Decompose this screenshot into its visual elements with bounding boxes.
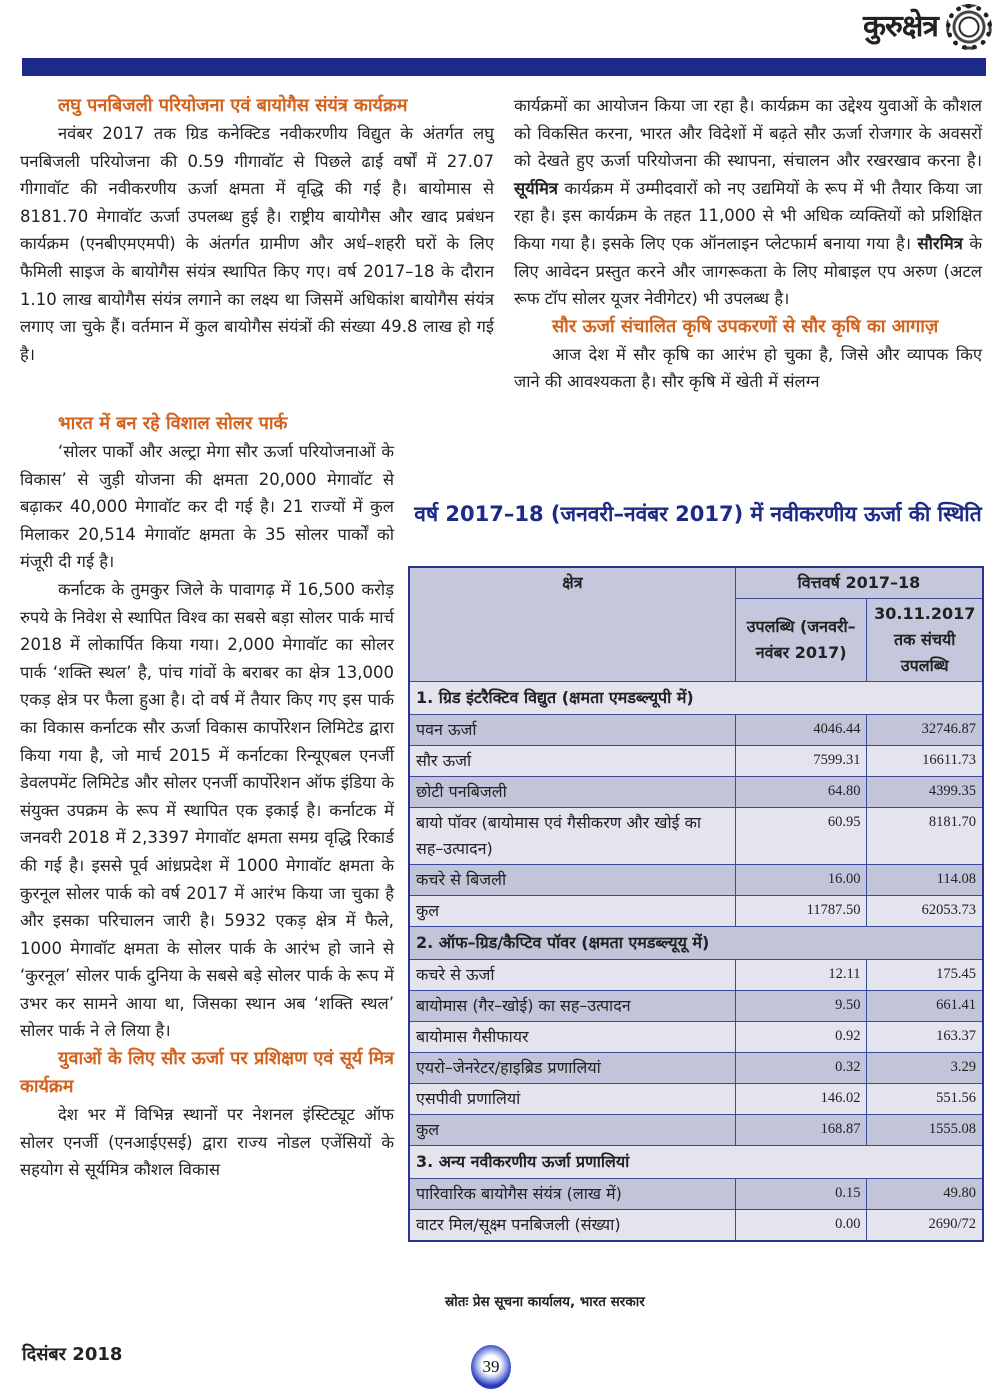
column-header-achievement: उपलब्धि (जनवरी–नवंबर 2017) [735,599,867,682]
row-cumulative: 32746.87 [867,715,983,746]
row-achievement: 64.80 [735,777,867,808]
table-section-title: 1. ग्रिड इंटरैक्टिव विद्युत (क्षमता एमडब्ल्यूपी में) [409,682,983,715]
table-row [409,1179,983,1210]
row-achievement: 9.50 [735,991,867,1022]
table-row [409,960,983,991]
left-column-top [20,92,494,368]
row-label: बायो पॉवर (बायोमास एवं गैसीकरण और खोई का सह–उत्पादन) [409,808,735,865]
row-cumulative: 163.37 [867,1022,983,1053]
paragraph-training [514,92,982,313]
table-row [409,1022,983,1053]
magazine-title: कुरुक्षेत्र [862,9,938,44]
row-cumulative: 49.80 [867,1179,983,1210]
row-label: कुल [409,1115,735,1146]
text-span: कार्यक्रमों का आयोजन किया जा रहा है। कार्यक्रम का उद्देश्य युवाओं के कौशल को विकसित करना, भारत और विदेशों में बढ़ते सौर ऊर्जा रोजगार के अवसरों को देखते हुए ऊर्जा परियोजना की स्थापना, संचालन और रखरखाव करना है। [514,96,982,171]
row-achievement: 16.00 [735,865,867,896]
header-bar [22,58,986,76]
masthead [0,0,1000,80]
term-surya-mitra: सूर्यमित्र [514,178,558,198]
row-cumulative: 4399.35 [867,777,983,808]
row-achievement: 0.92 [735,1022,867,1053]
row-label: एसपीवी प्रणालियां [409,1084,735,1115]
row-achievement: 4046.44 [735,715,867,746]
section-heading-small-hydro: लघु पनबिजली परियोजना एवं बायोगैस संयंत्र कार्यक्रम [58,95,408,116]
text-span: के लिए आवेदन प्रस्तुत करने और जागरूकता के लिए मोबाइल एप अरुण (अटल रूफ टॉप सोलर यूजर नेवीगेटर) भी उपलब्ध है। [514,233,982,309]
row-cumulative: 2690/72 [867,1210,983,1242]
table-title: वर्ष 2017–18 (जनवरी–नवंबर 2017) में नवीकरणीय ऊर्जा की स्थिति [414,502,982,526]
page-number: 39 [471,1345,511,1389]
row-achievement: 0.15 [735,1179,867,1210]
column-header-cumulative: 30.11.2017 तक संचयी उपलब्धि [867,599,983,682]
section-heading-surya-mitra: युवाओं के लिए सौर ऊर्जा पर प्रशिक्षण एवं सूर्य मित्र कार्यक्रम [20,1048,394,1098]
table-section-title: 2. ऑफ–ग्रिड/कैप्टिव पॉवर (क्षमता एमडब्ल्यूयू में) [409,927,983,960]
row-label: कचरे से ऊर्जा [409,960,735,991]
row-cumulative: 3.29 [867,1053,983,1084]
paragraph-small-hydro: नवंबर 2017 तक ग्रिड कनेक्टिड नवीकरणीय विद्युत के अंतर्गत लघु पनबिजली परियोजना की 0.59 गीगावॉट से पिछले ढाई वर्षों में 27.07 गीगावॉट की नवीकरणीय ऊर्जा क्षमता में वृद्धि की गई है। बायोमास से 8181.70 मेगावॉट ऊर्जा उपलब्ध हुई है। राष्ट्रीय बायोगैस और खाद प्रबंधन कार्यक्रम (एनबीएमएमपी) के अंतर्गत ग्रामीण और अर्ध–शहरी घरों के लिए फैमिली साइज के बायोगैस संयंत्र स्थापित किए गए। वर्ष 2017–18 के दौरान 1.10 लाख बायोगैस संयंत्र लगाने का लक्ष्य था जिसमें अधिकांश बायोगैस संयंत्र लगाए जा चुके हैं। वर्तमान में कुल बायोगैस संयंत्रों की संख्या 49.8 लाख हो गई है। [20,124,494,364]
row-label: वाटर मिल/सूक्ष्म पनबिजली (संख्या) [409,1210,735,1242]
row-cumulative: 551.56 [867,1084,983,1115]
row-cumulative: 1555.08 [867,1115,983,1146]
row-label: सौर ऊर्जा [409,746,735,777]
paragraph-solar-agriculture: आज देश में सौर कृषि का आरंभ हो चुका है, जिसे और व्यापक किए जाने की आवश्यकता है। सौर कृषि में खेती में संलग्न [514,344,982,392]
table-row [409,1210,983,1242]
row-achievement: 0.32 [735,1053,867,1084]
row-label: छोटी पनबिजली [409,777,735,808]
table-row [409,1053,983,1084]
row-achievement: 11787.50 [735,896,867,927]
row-label: बायोमास (गैर–खोई) का सह–उत्पादन [409,991,735,1022]
table-row-total [409,896,983,927]
row-label: एयरो–जेनरेटर/हाइब्रिड प्रणालियां [409,1053,735,1084]
row-cumulative: 661.41 [867,991,983,1022]
table-row [409,715,983,746]
table-row-total [409,1115,983,1146]
row-cumulative: 175.45 [867,960,983,991]
column-header-fy: वित्तवर्ष 2017–18 [735,567,983,599]
row-achievement: 7599.31 [735,746,867,777]
paragraph-solar-parks-1: ‘सोलर पार्कों और अल्ट्रा मेगा सौर ऊर्जा परियोजनाओं के विकास’ से जुड़ी योजना की क्षमता 20,000 मेगावॉट से बढ़ाकर 40,000 मेगावॉट कर दी गई है। 21 राज्यों में कुल मिलाकर 20,514 मेगावॉट क्षमता के 35 सोलर पार्कों को मंजूरी दी गई है। [20,442,394,572]
table-row [409,808,983,865]
issue-date: दिसंबर 2018 [22,1344,123,1365]
term-saur-mitra: सौरमित्र [917,233,963,253]
left-column-bottom [20,410,394,1184]
table-row [409,1084,983,1115]
text-span: कार्यक्रम में उम्मीदवारों को नए उद्यमियों के रूप में भी तैयार किया जा रहा है। इस कार्यक्रम के तहत 11,000 से भी अधिक व्यक्तियों को प्रशिक्षित किया गया है। इसके लिए एक ऑनलाइन प्लेटफार्म बनाया गया है। [514,178,982,253]
row-label: कचरे से बिजली [409,865,735,896]
table-section-title: 3. अन्य नवीकरणीय ऊर्जा प्रणालियां [409,1146,983,1179]
table-row [409,777,983,808]
row-achievement: 0.00 [735,1210,867,1242]
emblem-icon [946,4,992,50]
renewable-energy-table [408,566,984,1242]
row-cumulative: 8181.70 [867,808,983,865]
row-achievement: 60.95 [735,808,867,865]
table-row [409,746,983,777]
table-source: स्रोतः प्रेस सूचना कार्यालय, भारत सरकार [445,1294,645,1310]
column-header-sector: क्षेत्र [409,567,735,682]
section-heading-solar-agriculture: सौर ऊर्जा संचालित कृषि उपकरणों से सौर कृषि का आगाज़ [552,315,939,337]
paragraph-surya-mitra: देश भर में विभिन्न स्थानों पर नेशनल इंस्टिट्यूट ऑफ सोलर एनर्जी (एनआईएसई) द्वारा राज्य नोडल एजेंसियों के सहयोग से सूर्यमित्र कौशल विकास [20,1105,394,1180]
table-row [409,865,983,896]
row-achievement: 146.02 [735,1084,867,1115]
row-cumulative: 114.08 [867,865,983,896]
row-label: पवन ऊर्जा [409,715,735,746]
paragraph-solar-parks-2: कर्नाटक के तुमकुर जिले के पावागढ़ में 16,500 करोड़ रुपये के निवेश से स्थापित विश्व का सबसे बड़ा सोलर पार्क मार्च 2018 में लोकार्पित किया गया। 2,000 मेगावॉट का सोलर पार्क ‘शक्ति स्थल’ है, पांच गांवों के बराबर का क्षेत्र 13,000 एकड़ क्षेत्र पर फैला हुआ है। दो वर्ष में तैयार किए गए इस पार्क का विकास कर्नाटक सौर ऊर्जा विकास कार्पोरेशन लिमिटेड द्वारा किया गया है, जो मार्च 2015 में कर्नाटका रिन्यूएबल एनर्जी डेवलपमेंट लिमिटेड और सोलर एनर्जी कार्पोरेशन ऑफ इंडिया के संयुक्त उपक्रम के रूप में स्थापित एक इकाई है। कर्नाटक में जनवरी 2018 में 2,3397 मेगावॉट क्षमता समग्र वृद्धि रिकार्ड की गई है। इससे पूर्व आंध्रप्रदेश में 1000 मेगावॉट क्षमता के कुरनूल सोलर पार्क को वर्ष 2017 में आरंभ किया जा चुका है और इसका परिचालन जारी है। 5932 एकड़ क्षेत्र में फैले, 1000 मेगावॉट क्षमता के सोलर पार्क के आरंभ हो जाने से ‘कुरनूल’ सोलर पार्क दुनिया के सबसे बड़े सोलर पार्क के रूप में उभर कर सामने आया था, जिसका स्थान अब ‘शक्ति स्थल’ सोलर पार्क ने ले लिया है। [20,579,394,1041]
right-column [514,92,982,396]
row-cumulative: 62053.73 [867,896,983,927]
row-achievement: 12.11 [735,960,867,991]
section-heading-solar-parks: भारत में बन रहे विशाल सोलर पार्क [58,413,288,434]
row-achievement: 168.87 [735,1115,867,1146]
row-label: कुल [409,896,735,927]
row-cumulative: 16611.73 [867,746,983,777]
row-label: पारिवारिक बायोगैस संयंत्र (लाख में) [409,1179,735,1210]
table-row [409,991,983,1022]
row-label: बायोमास गैसीफायर [409,1022,735,1053]
